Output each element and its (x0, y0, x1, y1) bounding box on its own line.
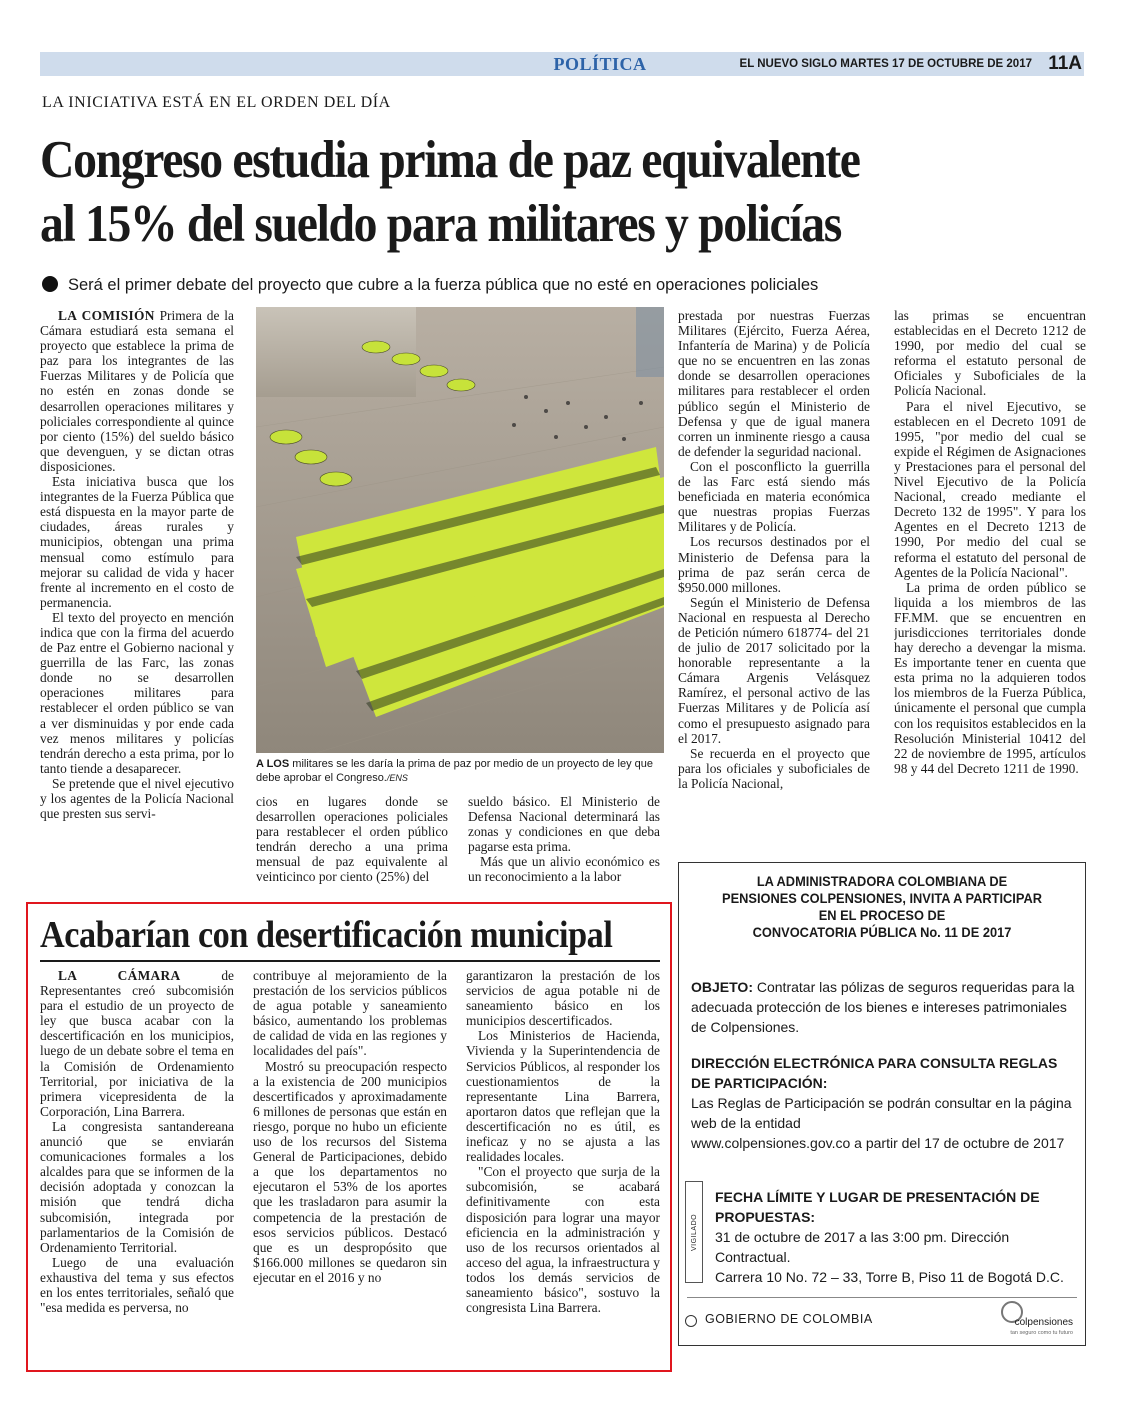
paragraph: de Representantes creó subcomisión para el estudio de un proyecto de ley que busca acabar con la descertificación en los municipios, luego de un debate sobre el tema en la Comisión de Ordenamiento Territorial, por iniciativa de la primera vicepresidenta de la Corporación, Lina Barrera. (40, 968, 234, 1119)
deadline-title: FECHA LÍMITE Y LUGAR DE PRESENTACIÓN DE PROPUESTAS: (715, 1189, 1040, 1225)
ad-title-line: PENSIONES COLPENSIONES, INVITA A PARTICIPAR (722, 891, 1042, 906)
paragraph: La prima de orden público se liquida a los miembros de las FF.MM. que se encuentren en jurisdicciones territoriales donde hay derecho a devengar la misma. Es importante tener en cuenta que esta prima no la adquieren todos los miembros de la Fuerza Pública, únicamente el personal que cumpla con los requisitos establecidos en la Resolución Ministerial 10412 del 22 de noviembre de 1995, artículos 98 y 44 del Decreto 1211 de 1990. (894, 579, 1086, 776)
paragraph: "Con el proyecto que surja de la subcomisión, se acabará definitivamente con esta disposición para lograr una mayor eficiencia en la administración y uso de los recursos orientados al acceso del agua, la infraestructura y todos los demás servicios de saneamiento básico", sostuvo la congresista Lina Barrera. (466, 1164, 660, 1316)
paragraph: prestada por nuestras Fuerzas Militares (Ejército, Fuerza Aérea, Infantería de Marina) y de Policía que no se encuentren en las zonas donde se desarrollen operaciones militares para restablecer el orden público según el Ministerio de Defensa y que de igual manera corren un inminente riesgo a causa de defender la seguridad nacional. (678, 308, 870, 459)
paragraph: Esta iniciativa busca que los integrantes de la Fuerza Pública que está dispuesta en la mayor parte de ciudades, áreas rurales y municipios, obtengan una prima mensual como estímulo para mejorar su calidad de vida y hacer frente al incremento en el costo de permanencia. (40, 474, 234, 610)
paragraph: Según el Ministerio de Defensa Nacional en respuesta al Derecho de Petición número 618774- del 21 de julio de 2017 solicitado por la honorable representante a la Cámara Argenis Velásquez Ramírez, el personal activo de las Fuerzas Militares y de Policía así como el presupuesto asignado para el 2017. (678, 594, 870, 746)
ad-title-line: CONVOCATORIA PÚBLICA No. 11 DE 2017 (752, 925, 1012, 940)
caption-lead: A LOS (256, 758, 290, 770)
lead-in: LA COMISIÓN (58, 308, 155, 323)
page-number: 11A (1048, 53, 1082, 74)
paragraph: sueldo básico. El Ministerio de Defensa Nacional determinará las zonas y condiciones en que deba pagarse esta prima. (468, 794, 660, 855)
article-kicker: LA INICIATIVA ESTÁ EN EL ORDEN DEL DÍA (42, 94, 391, 111)
photo-illustration (256, 307, 664, 753)
web-section-text: Las Reglas de Participación se podrán consultar en la página web de la entidad (691, 1095, 1072, 1131)
section-name: POLÍTICA (553, 54, 647, 74)
article2-column-3 (466, 968, 660, 1364)
paragraph: las primas se encuentran establecidas en el Decreto 1212 de 1990, por medio del cual se reforma el estatuto personal de Oficiales y Suboficiales de la Policía Nacional. (894, 308, 1086, 399)
headline-line-1: Congreso estudia prima de paz equivalente (40, 131, 860, 189)
bullet-icon (42, 276, 58, 292)
page-header (40, 52, 1084, 76)
paragraph: Los recursos destinados por el Ministerio de Defensa para la prima de paz serán cerca de $950.000 millones. (678, 534, 870, 595)
paragraph: Primera de la Cámara estudiará esta semana el proyecto que establece la prima de paz para los integrantes de las Fuerzas Militares y de Policía que no estén en zonas donde se desarrollen operaciones militares y policiales correspondiente al quince por ciento (15%) del sueldo básico que devenguen, y se dictan otras disposiciones. (40, 308, 234, 474)
paragraph: La congresista santandereana anunció que se enviarán comunicaciones formales a los alcaldes para que se informen de la decisión adoptada y conozcan la misión que tendrá dicha subcomisión, integrada por parlamentarios de la Comisión de Ordenamiento Territorial. (40, 1118, 234, 1255)
paragraph: Mostró su preocupación respecto a la existencia de 200 municipios descertificados y aproximadamente 6 millones de personas que están en riesgo, porque no hubo un eficiente uso de los recursos del Sistema General de Participaciones, debido a que los departamentos no ejecutaron el 53% de los aportes que les trasladaron para asumir la competencia de la prestación de esos servicios públicos. Destacó que es un despropósito que $166.000 millones se quedaron sin ejecutar en el 2016 y no (253, 1058, 447, 1285)
article1-column-1 (40, 308, 234, 892)
main-headline (40, 128, 985, 256)
article1-column-2b-continued (468, 794, 660, 892)
ad-web-address-section (691, 1053, 1075, 1153)
ad-deadline-section (715, 1187, 1081, 1287)
article1-column-2-continued (256, 794, 448, 892)
paper-date-line: EL NUEVO SIGLO MARTES 17 DE OCTUBRE DE 2017 (739, 58, 1032, 70)
caption-text: militares se les daría la prima de paz por medio de un proyecto de ley que debe aprobar el Congreso. (256, 758, 654, 784)
paragraph: Se recuerda en el proyecto que para los oficiales y suboficiales de la Policía Nacional, (678, 745, 870, 791)
lead-in: LA CÁMARA (58, 968, 181, 983)
paragraph: garantizaron la prestación de los servicios de agua potable ni de saneamiento básico en los municipios descertificados. (466, 968, 660, 1029)
paragraph: Luego de una evaluación exhaustiva del tema y sus efectos en los entes territoriales, señaló que "esa medida es perversa, no (40, 1254, 234, 1316)
police-formation-photo (256, 307, 664, 753)
objective-label: OBJETO: (691, 979, 753, 995)
article1-column-4 (894, 308, 1086, 844)
government-logo-text: GOBIERNO DE COLOMBIA (705, 1312, 873, 1326)
photo-credit: /ENS (386, 773, 408, 783)
paragraph: El texto del proyecto en mención indica que con la firma del acuerdo de Paz entre el Gobierno nacional y guerrilla de las Farc, las zonas donde no se desarrollen operaciones militares para restablecer el orden público se van a ver disminuidas y por ende cada vez menos militares y policías tendrán derecho a esta prima, por lo tanto tiende a desaparecer. (40, 609, 234, 776)
paragraph: Se pretende que el nivel ejecutivo y los agentes de la Policía Nacional que presten sus servi- (40, 775, 234, 822)
colpensiones-tagline: tan seguro como tu futuro (1010, 1330, 1073, 1336)
deadline-date: 31 de octubre de 2017 a las 3:00 pm. Dirección Contractual. (715, 1229, 1010, 1265)
ad-title (689, 873, 1075, 941)
ad-footer-divider (687, 1297, 1077, 1298)
colpensiones-logo-text: colpensiones (1014, 1317, 1073, 1328)
headline-line-2: al 15% del sueldo para militares y policías (40, 195, 842, 253)
web-section-title: DIRECCIÓN ELECTRÓNICA PARA CONSULTA REGLAS DE PARTICIPACIÓN: (691, 1055, 1058, 1091)
paragraph: Los Ministerios de Hacienda, Vivienda y la Superintendencia de Servicios Públicos, al responder los cuestionamientos de la representante Lina Barrera, aportaron datos que reflejan que la descertificación no es útil, es ineficaz y no se ajusta a las realidades locales. (466, 1028, 660, 1165)
article1-column-3 (678, 308, 870, 840)
colpensiones-advertisement (678, 862, 1086, 1346)
objective-text: Contratar las pólizas de seguros requeridas para la adecuada protección de los bienes e intereses patrimoniales de Colpensiones. (691, 979, 1075, 1035)
paragraph: Más que un alivio económico es un reconocimiento a la labor (468, 854, 660, 885)
government-seal-icon (685, 1315, 697, 1327)
paragraph: Con el posconflicto la guerrilla de las Farc está siendo más beneficiada en materia económica que nuestras propias Fuerzas Militares y de Policía. (678, 458, 870, 535)
article2-column-1 (40, 968, 234, 1364)
website-link[interactable]: www.colpensiones.gov.co a partir del 17 de octubre de 2017 (691, 1135, 1065, 1151)
vigilado-stamp: VIGILADO (685, 1181, 703, 1283)
article2-column-2 (253, 968, 447, 1364)
photo-caption (256, 757, 664, 785)
paragraph: contribuye al mejoramiento de la prestación de los servicios públicos de agua potable y saneamiento básico, aumentando los problemas de calidad de vida en las regiones y localidades del país". (253, 968, 447, 1059)
deadline-address: Carrera 10 No. 72 – 33, Torre B, Piso 11 de Bogotá D.C. (715, 1269, 1064, 1285)
article-subhead (42, 276, 818, 295)
ad-title-line: LA ADMINISTRADORA COLOMBIANA DE (756, 874, 1008, 889)
headline-rule (40, 960, 660, 962)
paragraph: cios en lugares donde se desarrollen operaciones policiales para restablecer el orden público tendrán derecho a una prima mensual de paz equivalente al veinticinco por ciento (25%) del (256, 794, 448, 885)
article2-headline: Acabarían con desertificación municipal (40, 914, 613, 956)
ad-objective (691, 977, 1075, 1037)
ad-title-line: EN EL PROCESO DE (818, 908, 946, 923)
subhead-text: Será el primer debate del proyecto que cubre a la fuerza pública que no esté en operaciones policiales (68, 276, 819, 294)
paragraph: Para el nivel Ejecutivo, se establecen en el Decreto 1091 de 1995, "por medio del cual se expide el Régimen de Asignaciones y Prestaciones para el personal del Nivel Ejecutivo de la Policía Nacional, creado mediante el Decreto 132 de 1995". Y para los Agentes en el Decreto 1213 de 1990, Por medio del cual se reforma el estatuto del personal de Agentes de la Policía Nacional". (894, 398, 1086, 580)
